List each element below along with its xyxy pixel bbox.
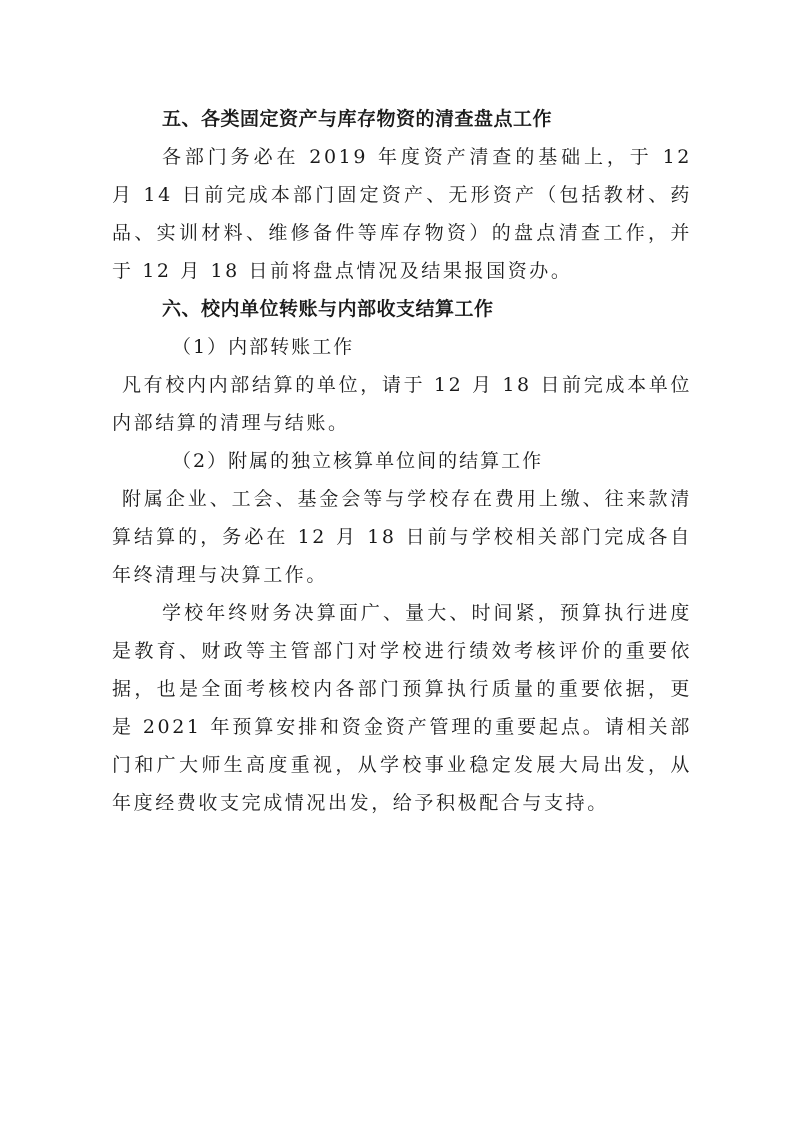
closing-paragraph: 学校年终财务决算面广、量大、时间紧，预算执行进度是教育、财政等主管部门对学校进行绩效考核评价的重要依据，也是全面考核校内各部门预算执行质量的重要依据，更是 2021 年预算安排和资金资产管理的重要起点。请相关部门和广大师生高度重视，从学校事业稳定发展大局出发，从年度经费收支完成情况出发，给予积极配合与支持。 (112, 602, 692, 814)
section-six-heading: 六、校内单位转账与内部收支结算工作 (162, 298, 494, 320)
subsection-two-heading: （2）附属的独立核算单位间的结算工作 (172, 450, 544, 472)
section-five-paragraph: 各部门务必在 2019 年度资产清查的基础上，于 12 月 14 日前完成本部门固定资产、无形资产（包括教材、药品、实训材料、维修备件等库存物资）的盘点清查工作，并于 12 月 18 日前将盘点情况及结果报国资办。 (112, 146, 692, 282)
document-body (112, 100, 692, 822)
subsection-two-paragraph: 附属企业、工会、基金会等与学校存在费用上缴、往来款清算结算的，务必在 12 月 18 日前与学校相关部门完成各自年终清理与决算工作。 (112, 488, 692, 586)
subsection-one-heading: （1）内部转账工作 (172, 336, 355, 358)
subsection-one-paragraph: 凡有校内内部结算的单位，请于 12 月 18 日前完成本单位内部结算的清理与结账。 (112, 374, 692, 434)
section-five-heading: 五、各类固定资产与库存物资的清查盘点工作 (162, 108, 553, 130)
